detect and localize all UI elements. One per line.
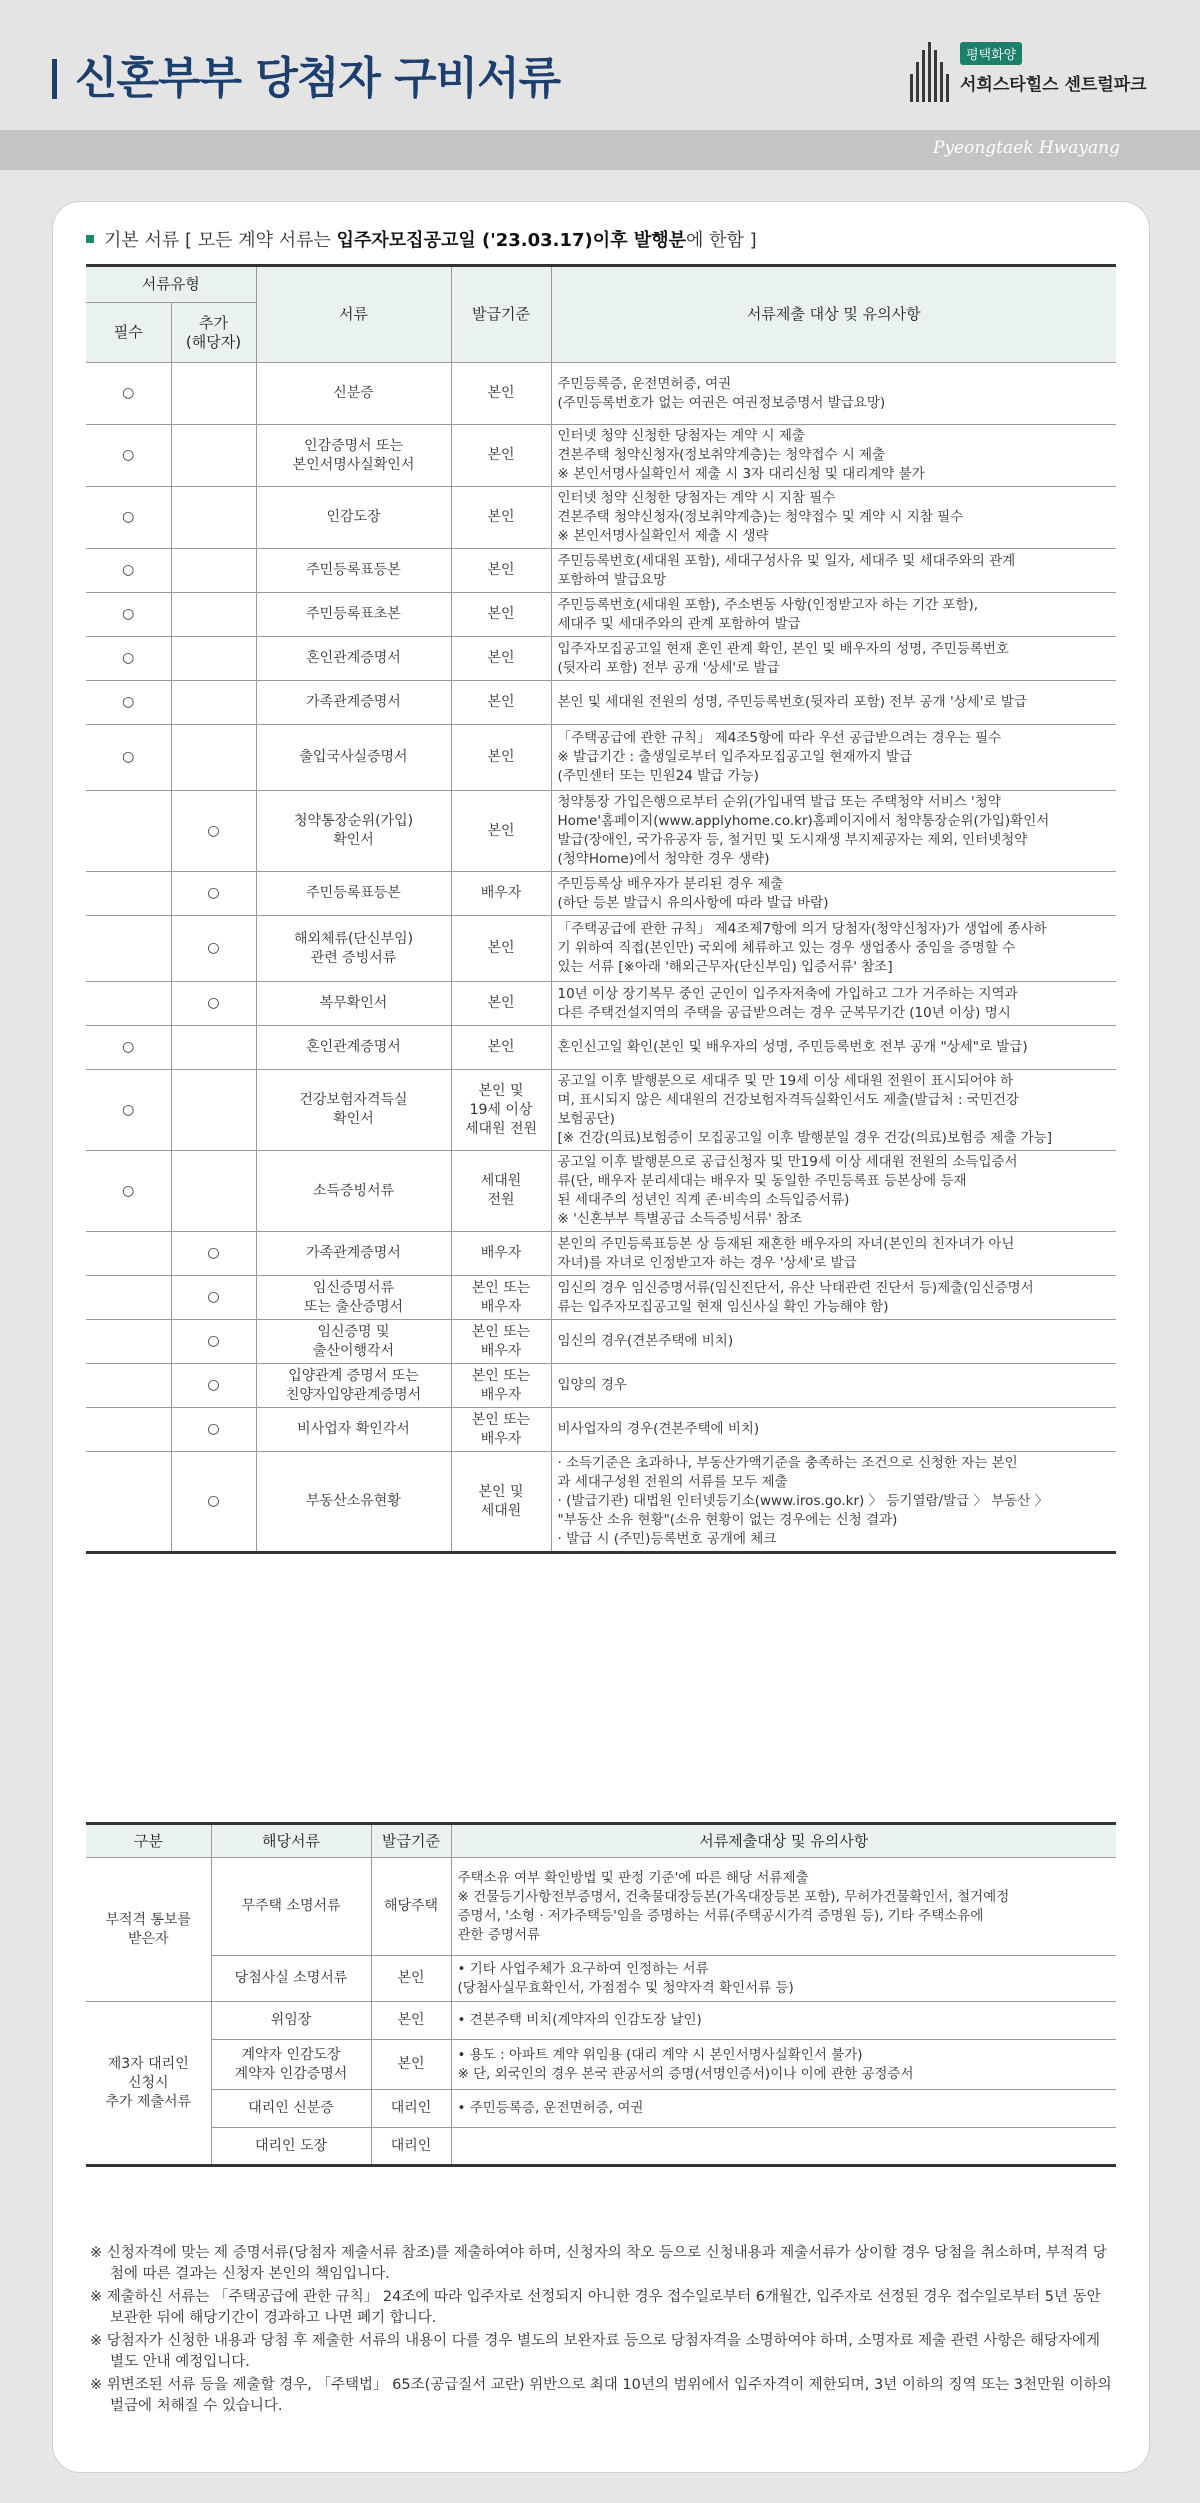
required-mark: ○ <box>86 1151 171 1232</box>
section-title-text: 기본 서류 [ 모든 계약 서류는 <box>104 230 337 251</box>
doc-note: 주민등록증, 운전면허증, 여권 (주민등록번호가 없는 여권은 여권정보증명서 발급요망) <box>551 363 1116 425</box>
required-mark: ○ <box>86 1070 171 1151</box>
title-bar <box>52 59 57 99</box>
doc-name: 입양관계 증명서 또는 친양자입양관계증명서 <box>256 1364 451 1408</box>
bullet-square-icon <box>86 235 94 243</box>
issuer: 본인 <box>451 593 551 637</box>
extra-mark <box>171 681 256 725</box>
doc-name: 출입국사실증명서 <box>256 725 451 791</box>
required-mark: ○ <box>86 593 171 637</box>
issuer: 본인 및 세대원 <box>451 1452 551 1553</box>
basic-documents-table <box>86 264 1116 1554</box>
doc-name: 인감도장 <box>256 487 451 549</box>
doc-name: 주민등록표초본 <box>256 593 451 637</box>
t2-header-doc: 해당서류 <box>211 1824 371 1858</box>
issuer: 본인 <box>451 791 551 872</box>
doc-name: 혼인관계증명서 <box>256 637 451 681</box>
doc-note <box>451 2128 1116 2166</box>
doc-name: 인감증명서 또는 본인서명사실확인서 <box>256 425 451 487</box>
header-issuer: 발급기준 <box>451 266 551 363</box>
doc-name: 가족관계증명서 <box>256 1232 451 1276</box>
required-mark <box>86 1452 171 1553</box>
doc-note: 본인의 주민등록표등본 상 등재된 재혼한 배우자의 자녀(본인의 친자녀가 아닌 자녀)를 자녀로 인정받고자 하는 경우 '상세'로 발급 <box>551 1232 1116 1276</box>
table-row <box>86 791 1116 872</box>
header-doc: 서류 <box>256 266 451 363</box>
required-mark <box>86 1408 171 1452</box>
extra-mark: ○ <box>171 791 256 872</box>
required-mark: ○ <box>86 549 171 593</box>
required-mark <box>86 1276 171 1320</box>
table-row <box>86 982 1116 1026</box>
doc-name: 임신증명 및 출산이행각서 <box>256 1320 451 1364</box>
logo-mark-icon <box>910 42 949 102</box>
doc-name: 부동산소유현황 <box>256 1452 451 1553</box>
required-mark <box>86 916 171 982</box>
page-title <box>52 42 560 106</box>
extra-mark: ○ <box>171 1452 256 1553</box>
issuer: 본인 <box>451 982 551 1026</box>
doc-name: 청약통장순위(가입) 확인서 <box>256 791 451 872</box>
extra-mark: ○ <box>171 1408 256 1452</box>
issuer: 대리인 <box>371 2090 451 2128</box>
issuer: 배우자 <box>451 1232 551 1276</box>
group-label: 제3자 대리인 신청시 추가 제출서류 <box>86 2002 211 2166</box>
extra-mark: ○ <box>171 1320 256 1364</box>
doc-name: 복무확인서 <box>256 982 451 1026</box>
doc-note: 공고일 이후 발행분으로 세대주 및 만 19세 이상 세대원 전원이 표시되어야 하 며, 표시되지 않은 세대원의 건강보험자격득실확인서도 제출(발급처 : 국민건강 보험공단) [※ 건강(의료)보험증이 모집공고일 이후 발행분일 경우 건강(의료)보험증 제출 가능] <box>551 1070 1116 1151</box>
extra-mark <box>171 425 256 487</box>
doc-note: 임신의 경우(견본주택에 비치) <box>551 1320 1116 1364</box>
header-extra: 추가 (해당자) <box>171 303 256 363</box>
table-row <box>86 1364 1116 1408</box>
section-title <box>86 226 757 252</box>
issuer: 본인 또는 배우자 <box>451 1320 551 1364</box>
doc-note: 주민등록번호(세대원 포함), 세대구성사유 및 일자, 세대주 및 세대주와의 관계 포함하여 발급요망 <box>551 549 1116 593</box>
required-mark <box>86 1320 171 1364</box>
doc-note: 입주자모집공고일 현재 혼인 관계 확인, 본인 및 배우자의 성명, 주민등록번호 (뒷자리 포함) 전부 공개 '상세'로 발급 <box>551 637 1116 681</box>
issuer: 대리인 <box>371 2128 451 2166</box>
doc-name: 대리인 도장 <box>211 2128 371 2166</box>
doc-note: · 소득기준은 초과하나, 부동산가액기준을 충족하는 조건으로 신청한 자는 본인 과 세대구성원 전원의 서류를 모두 제출 · (발급기관) 대법원 인터넷등기소(www.iros.go.kr) 〉 등기열람/발급 〉 부동산 〉 "부동산 소유 현황"(소유 현황이 없는 경우에는 신청 결과) · 발급 시 (주민)등록번호 공개에 체크 <box>551 1452 1116 1553</box>
note-item: ※ 신청자격에 맞는 제 증명서류(당첨자 제출서류 참조)를 제출하여야 하며, 신청자의 착오 등으로 신청내용과 제출서류가 상이할 경우 당첨을 취소하며, 부적격 당첨에 따른 결과는 신청자 본인의 책임입니다. <box>90 2245 1107 2282</box>
doc-note: 혼인신고일 확인(본인 및 배우자의 성명, 주민등록번호 전부 공개 "상세"로 발급) <box>551 1026 1116 1070</box>
page-header <box>0 0 1200 130</box>
doc-note: 인터넷 청약 신청한 당첨자는 계약 시 지참 필수 견본주택 청약신청자(정보취약계층)는 청약접수 및 계약 시 지참 필수 ※ 본인서명사실확인서 제출 시 생략 <box>551 487 1116 549</box>
section-title-tail: 에 한함 ] <box>686 230 757 251</box>
doc-note: 「주택공급에 관한 규칙」 제4조5항에 따라 우선 공급받으려는 경우는 필수 ※ 발급기간 : 출생일로부터 입주자모집공고일 현재까지 발급 (주민센터 또는 민원24 발급 가능) <box>551 725 1116 791</box>
issuer: 본인 <box>451 725 551 791</box>
table-row <box>86 2128 1116 2166</box>
extra-mark <box>171 549 256 593</box>
header-band <box>0 130 1200 170</box>
doc-note: • 견본주택 비치(계약자의 인감도장 날인) <box>451 2002 1116 2040</box>
header-required: 필수 <box>86 303 171 363</box>
logo-name: 서희스타힐스 센트럴파크 <box>960 75 1147 95</box>
table-row <box>86 1276 1116 1320</box>
extra-mark <box>171 1026 256 1070</box>
t2-header-note: 서류제출대상 및 유의사항 <box>451 1824 1116 1858</box>
required-mark <box>86 1232 171 1276</box>
issuer: 배우자 <box>451 872 551 916</box>
issuer: 본인 <box>451 363 551 425</box>
doc-note: 주민등록상 배우자가 분리된 경우 제출 (하단 등본 발급시 유의사항에 따라 발급 바람) <box>551 872 1116 916</box>
issuer: 해당주택 <box>371 1858 451 1956</box>
table-row <box>86 2090 1116 2128</box>
header-type: 서류유형 <box>86 266 256 303</box>
table-row <box>86 1070 1116 1151</box>
note-item: ※ 당첨자가 신청한 내용과 당첨 후 제출한 서류의 내용이 다를 경우 별도의 보완자료 등으로 당첨자격을 소명하여야 하며, 소명자료 제출 관련 사항은 해당자에게 별도 안내 예정입니다. <box>90 2333 1100 2370</box>
extra-mark: ○ <box>171 1364 256 1408</box>
table-row <box>86 1232 1116 1276</box>
logo-badge: 평택화양 <box>960 42 1022 65</box>
issuer: 세대원 전원 <box>451 1151 551 1232</box>
issuer: 본인 또는 배우자 <box>451 1276 551 1320</box>
doc-note: 비사업자의 경우(견본주택에 비치) <box>551 1408 1116 1452</box>
table-row <box>86 2040 1116 2090</box>
extra-mark <box>171 637 256 681</box>
doc-note: 인터넷 청약 신청한 당첨자는 계약 시 제출 견본주택 청약신청자(정보취약계층)는 청약접수 시 제출 ※ 본인서명사실확인서 제출 시 3자 대리신청 및 대리계약 불가 <box>551 425 1116 487</box>
script-text: Pyeongtaek Hwayang <box>933 138 1120 158</box>
issuer: 본인 <box>371 2002 451 2040</box>
required-mark: ○ <box>86 363 171 425</box>
table-row <box>86 681 1116 725</box>
doc-name: 주민등록표등본 <box>256 872 451 916</box>
issuer: 본인 <box>451 681 551 725</box>
doc-note: • 용도 : 아파트 계약 위임용 (대리 계약 시 본인서명사실확인서 불가) ※ 단, 외국인의 경우 본국 관공서의 증명(서명인증서)이나 이에 관한 공정증서 <box>451 2040 1116 2090</box>
brand-logo <box>910 42 1160 106</box>
extra-mark: ○ <box>171 1232 256 1276</box>
issuer: 본인 또는 배우자 <box>451 1408 551 1452</box>
doc-note: 10년 이상 장기복무 중인 군인이 입주자저축에 가입하고 그가 거주하는 지역과 다른 주택건설지역의 주택을 공급받으려는 경우 군복무기간 (10년 이상) 명시 <box>551 982 1116 1026</box>
extra-mark <box>171 593 256 637</box>
extra-documents-table <box>86 1822 1116 2167</box>
issuer: 본인 <box>371 1956 451 2002</box>
issuer: 본인 <box>451 549 551 593</box>
group-label: 부적격 통보를 받은자 <box>86 1858 211 2002</box>
required-mark: ○ <box>86 637 171 681</box>
extra-mark <box>171 725 256 791</box>
t2-header-issuer: 발급기준 <box>371 1824 451 1858</box>
required-mark: ○ <box>86 725 171 791</box>
table-row <box>86 1320 1116 1364</box>
table-row <box>86 425 1116 487</box>
table-row <box>86 1026 1116 1070</box>
doc-name: 계약자 인감도장 계약자 인감증명서 <box>211 2040 371 2090</box>
extra-mark <box>171 1151 256 1232</box>
doc-name: 혼인관계증명서 <box>256 1026 451 1070</box>
doc-note: 공고일 이후 발행분으로 공급신청자 및 만19세 이상 세대원 전원의 소득입증서 류(단, 배우자 분리세대는 배우자 및 동일한 주민등록표 등본상에 등재 된 세대주의 성년인 직계 존·비속의 소득입증서류) ※ '신혼부부 특별공급 소득증빙서류' 참조 <box>551 1151 1116 1232</box>
table-row <box>86 1858 1116 1956</box>
note-item: ※ 위변조된 서류 등을 제출할 경우, 「주택법」 65조(공급질서 교란) 위반으로 최대 10년의 범위에서 입주자격이 제한되며, 3년 이하의 징역 또는 3천만원 이하의 벌금에 처해질 수 있습니다. <box>90 2377 1112 2414</box>
doc-name: 가족관계증명서 <box>256 681 451 725</box>
required-mark: ○ <box>86 681 171 725</box>
doc-note: 임신의 경우 임신증명서류(임신진단서, 유산 낙태관련 진단서 등)제출(임신증명서 류는 입주자모집공고일 현재 임신사실 확인 가능해야 함) <box>551 1276 1116 1320</box>
required-mark: ○ <box>86 487 171 549</box>
doc-name: 임신증명서류 또는 출산증명서 <box>256 1276 451 1320</box>
table-row <box>86 549 1116 593</box>
required-mark: ○ <box>86 425 171 487</box>
table-row <box>86 637 1116 681</box>
doc-name: 대리인 신분증 <box>211 2090 371 2128</box>
table-row <box>86 487 1116 549</box>
doc-name: 당첨사실 소명서류 <box>211 1956 371 2002</box>
issuer: 본인 <box>371 2040 451 2090</box>
issuer: 본인 또는 배우자 <box>451 1364 551 1408</box>
issuer: 본인 <box>451 425 551 487</box>
table-row <box>86 2002 1116 2040</box>
extra-mark: ○ <box>171 982 256 1026</box>
issuer: 본인 <box>451 487 551 549</box>
doc-name: 신분증 <box>256 363 451 425</box>
header-note: 서류제출 대상 및 유의사항 <box>551 266 1116 363</box>
doc-note: 본인 및 세대원 전원의 성명, 주민등록번호(뒷자리 포함) 전부 공개 '상세'로 발급 <box>551 681 1116 725</box>
table-row <box>86 593 1116 637</box>
doc-note: 「주택공급에 관한 규칙」 제4조제7항에 의거 당첨자(청약신청자)가 생업에 종사하 기 위하여 직접(본인만) 국외에 체류하고 있는 경우 생업종사 중임을 증명할 수 있는 서류 [※아래 '해외근무자(단신부임) 입증서류' 참조] <box>551 916 1116 982</box>
table-row <box>86 1452 1116 1553</box>
table-row <box>86 1956 1116 2002</box>
doc-name: 건강보험자격득실 확인서 <box>256 1070 451 1151</box>
table-row <box>86 916 1116 982</box>
issuer: 본인 <box>451 637 551 681</box>
table-row <box>86 1151 1116 1232</box>
t2-header-group: 구분 <box>86 1824 211 1858</box>
doc-name: 비사업자 확인각서 <box>256 1408 451 1452</box>
required-mark <box>86 1364 171 1408</box>
extra-mark: ○ <box>171 1276 256 1320</box>
notes <box>90 2243 1116 2419</box>
section-title-bold: 입주자모집공고일 ('23.03.17)이후 발행분 <box>336 230 686 251</box>
note-item: ※ 제출하신 서류는 「주택공급에 관한 규칙」 24조에 따라 입주자로 선정되지 아니한 경우 접수일로부터 6개월간, 입주자로 선정된 경우 접수일로부터 5년 동안 보관한 뒤에 해당기간이 경과하고 나면 폐기 합니다. <box>90 2289 1101 2326</box>
issuer: 본인 및 19세 이상 세대원 전원 <box>451 1070 551 1151</box>
required-mark <box>86 982 171 1026</box>
required-mark <box>86 872 171 916</box>
required-mark: ○ <box>86 1026 171 1070</box>
doc-name: 주민등록표등본 <box>256 549 451 593</box>
doc-name: 소득증빙서류 <box>256 1151 451 1232</box>
extra-mark <box>171 363 256 425</box>
doc-note: • 주민등록증, 운전면허증, 여권 <box>451 2090 1116 2128</box>
doc-name: 해외체류(단신부임) 관련 증빙서류 <box>256 916 451 982</box>
doc-note: 입양의 경우 <box>551 1364 1116 1408</box>
table-row <box>86 872 1116 916</box>
table-row <box>86 363 1116 425</box>
doc-note: • 기타 사업주체가 요구하여 인정하는 서류 (당첨사실무효확인서, 가점점수 및 청약자격 확인서류 등) <box>451 1956 1116 2002</box>
doc-name: 무주택 소명서류 <box>211 1858 371 1956</box>
doc-note: 주택소유 여부 확인방법 및 판정 기준'에 따른 해당 서류제출 ※ 건물등기사항전부증명서, 건축물대장등본(가옥대장등본 포함), 무허가건물확인서, 철거예정 증명서, '소형 · 저가주택등'임을 증명하는 서류(주택공시가격 증명원 등), 기타 주택소유에 관한 증명서류 <box>451 1858 1116 1956</box>
doc-note: 주민등록번호(세대원 포함), 주소변동 사항(인정받고자 하는 기간 포함), 세대주 및 세대주와의 관계 포함하여 발급 <box>551 593 1116 637</box>
doc-note: 청약통장 가입은행으로부터 순위(가입내역 발급 또는 주택청약 서비스 '청약 Home'홈페이지(www.applyhome.co.kr)홈페이지에서 청약통장순위(가입)확인서 발급(장애인, 국가유공자 등, 철거민 및 도시재생 부지제공자는 제외, 인터넷청약 (청약Home)에서 청약한 경우 생략) <box>551 791 1116 872</box>
required-mark <box>86 791 171 872</box>
extra-mark <box>171 487 256 549</box>
page-title-text: 신혼부부 당첨자 구비서류 <box>75 53 561 104</box>
extra-mark: ○ <box>171 916 256 982</box>
doc-name: 위임장 <box>211 2002 371 2040</box>
table-row <box>86 1408 1116 1452</box>
issuer: 본인 <box>451 916 551 982</box>
extra-mark: ○ <box>171 872 256 916</box>
extra-mark <box>171 1070 256 1151</box>
table-row <box>86 725 1116 791</box>
issuer: 본인 <box>451 1026 551 1070</box>
